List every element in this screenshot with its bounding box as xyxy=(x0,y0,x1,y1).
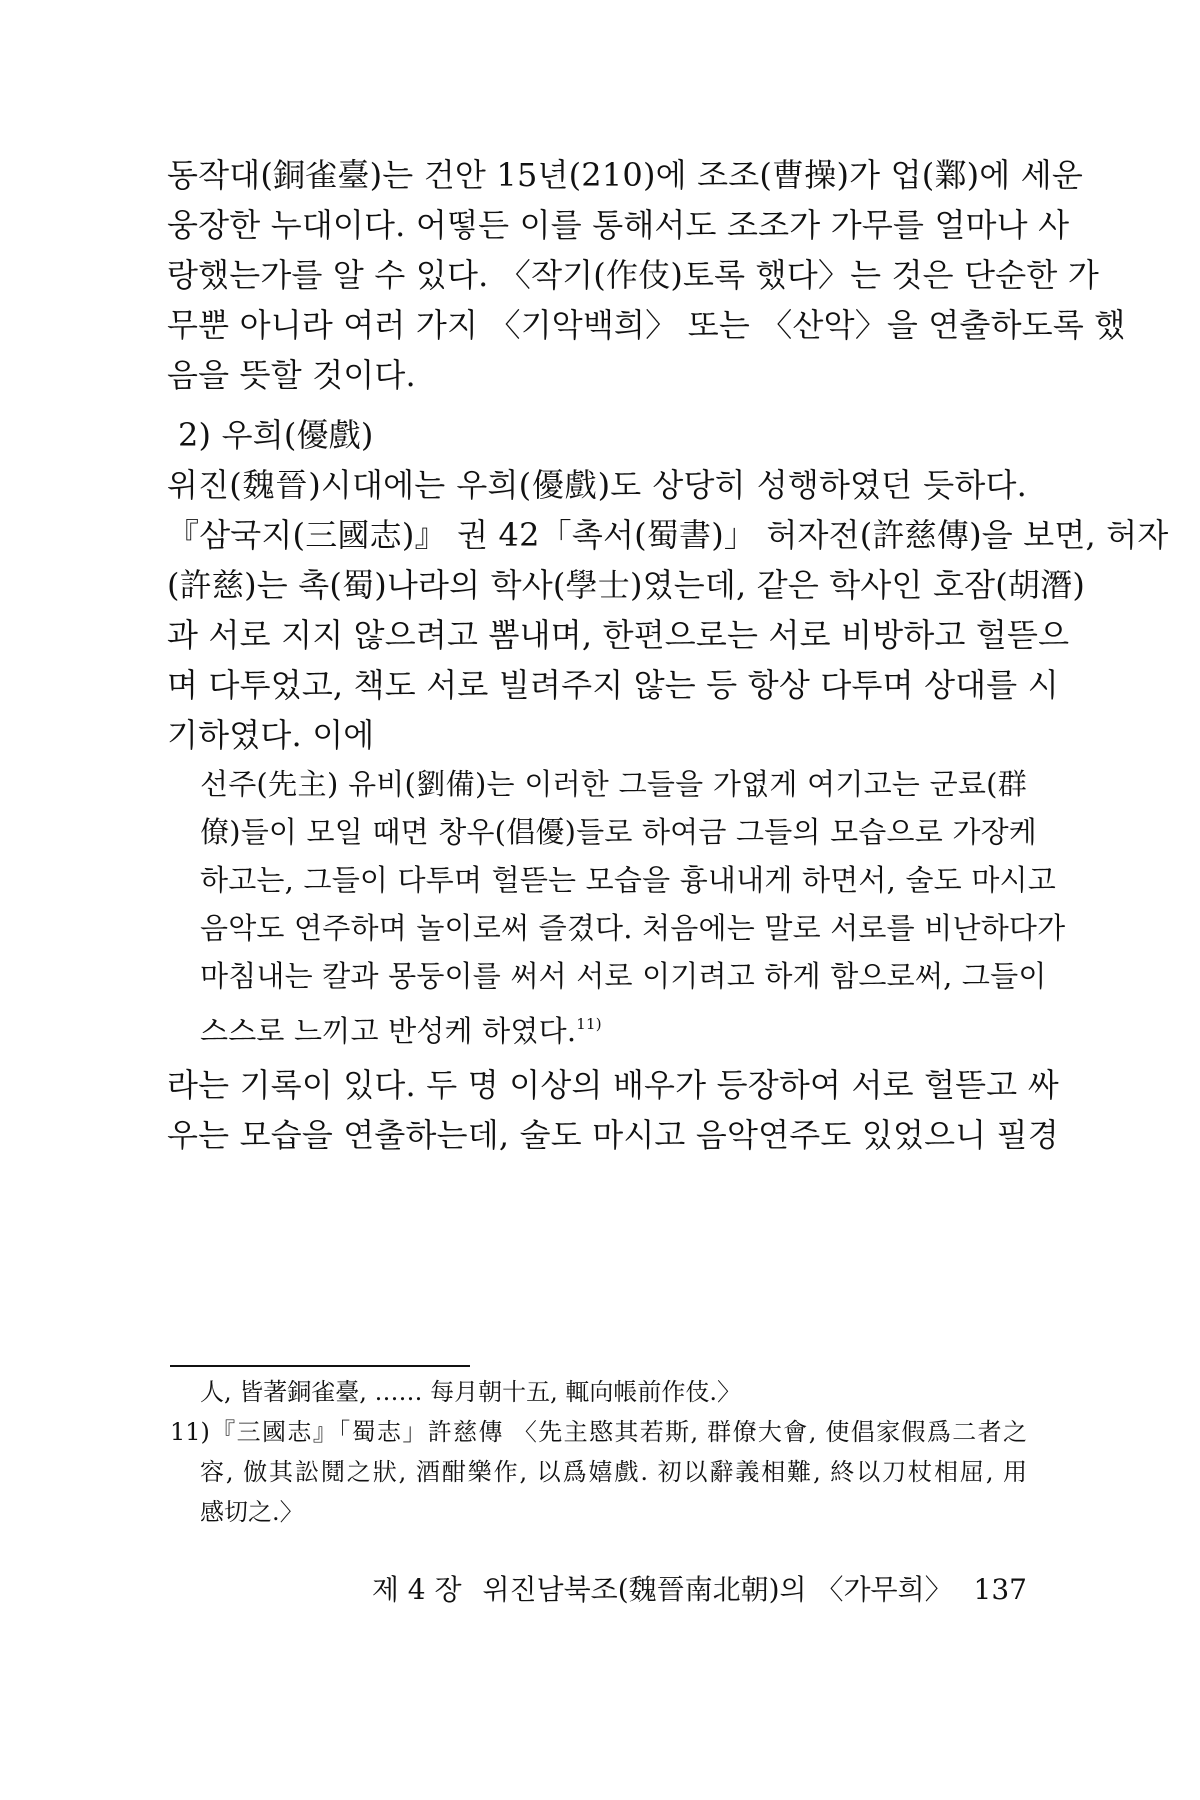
footnote-line: 11)『三國志』「蜀志」許慈傳 〈先主愍其若斯, 群僚大會, 使倡家假爲二者之 xyxy=(170,1418,1027,1446)
text-line: 위진(魏晉)시대에는 우희(優戲)도 상당히 성행하였던 듯하다. xyxy=(167,466,1027,504)
section-heading xyxy=(178,410,1038,460)
block-quote xyxy=(200,760,1066,1048)
quote-last-text: 스스로 느끼고 반성케 하였다. xyxy=(200,1014,577,1048)
quote-line: 음악도 연주하며 놀이로써 즐겼다. 처음에는 말로 서로를 비난하다가 xyxy=(200,911,1066,945)
text-line: 『삼국지(三國志)』 권 42「촉서(蜀書)」 허자전(許慈傳)을 보면, 허자 xyxy=(167,516,1169,554)
text-line: 우는 모습을 연출하는데, 술도 마시고 음악연주도 있었으니 필경 xyxy=(167,1116,1059,1154)
paragraph-dongjakdae xyxy=(167,150,1126,400)
section-title: 2) 우희(優戲) xyxy=(178,416,374,454)
quote-line: 마침내는 칼과 몽둥이를 써서 서로 이기려고 하게 함으로써, 그들이 xyxy=(200,959,1047,993)
quote-line xyxy=(200,1000,1027,1048)
paragraph-conclusion xyxy=(167,1060,1059,1160)
footnote-line: 容, 倣其訟鬩之狀, 酒酣樂作, 以爲嬉戲. 初以辭義相難, 終以刀杖相屈, 用 xyxy=(200,1458,1027,1486)
footnote-line: 感切之.〉 xyxy=(200,1498,304,1526)
text-line: 과 서로 지지 않으려고 뽐내며, 한편으로는 서로 비방하고 헐뜯으 xyxy=(167,616,1070,654)
text-line: 동작대(銅雀臺)는 건안 15년(210)에 조조(曹操)가 업(鄴)에 세운 xyxy=(167,156,1084,194)
paragraph-uhui xyxy=(167,460,1169,760)
page-number: 137 xyxy=(973,1573,1027,1606)
text-line: 음을 뜻할 것이다. xyxy=(167,356,416,394)
text-line: 기하였다. 이에 xyxy=(167,716,375,754)
text-line: 라는 기록이 있다. 두 명 이상의 배우가 등장하여 서로 헐뜯고 싸 xyxy=(167,1066,1059,1104)
footnote-divider xyxy=(170,1365,470,1367)
text-line: (許慈)는 촉(蜀)나라의 학사(學士)였는데, 같은 학사인 호잠(胡潛) xyxy=(167,566,1086,604)
running-footer xyxy=(360,1570,1027,1610)
footnote-line: 人, 皆著銅雀臺, …… 每月朝十五, 輒向帳前作伎.〉 xyxy=(200,1378,742,1406)
quote-line: 선주(先主) 유비(劉備)는 이러한 그들을 가엾게 여기고는 군료(群 xyxy=(200,767,1027,801)
footnote-reference: 11) xyxy=(576,1015,602,1033)
text-line: 며 다투었고, 책도 서로 빌려주지 않는 등 항상 다투며 상대를 시 xyxy=(167,666,1059,704)
quote-line: 僚)들이 모일 때면 창우(倡優)들로 하여금 그들의 모습으로 가장케 xyxy=(200,815,1037,849)
text-line: 웅장한 누대이다. 어떻든 이를 통해서도 조조가 가무를 얼마나 사 xyxy=(167,206,1070,244)
text-line: 무뿐 아니라 여러 가지 〈기악백희〉 또는 〈산악〉을 연출하도록 했 xyxy=(167,306,1126,344)
text-line: 랑했는가를 알 수 있다. 〈작기(作伎)토록 했다〉는 것은 단순한 가 xyxy=(167,256,1099,294)
quote-line: 하고는, 그들이 다투며 헐뜯는 모습을 흉내내게 하면서, 술도 마시고 xyxy=(200,863,1056,897)
chapter-label: 제 4 장 xyxy=(371,1573,462,1606)
footnotes xyxy=(170,1372,1027,1532)
chapter-title: 위진남북조(魏晉南北朝)의 〈가무희〉 xyxy=(482,1573,953,1606)
